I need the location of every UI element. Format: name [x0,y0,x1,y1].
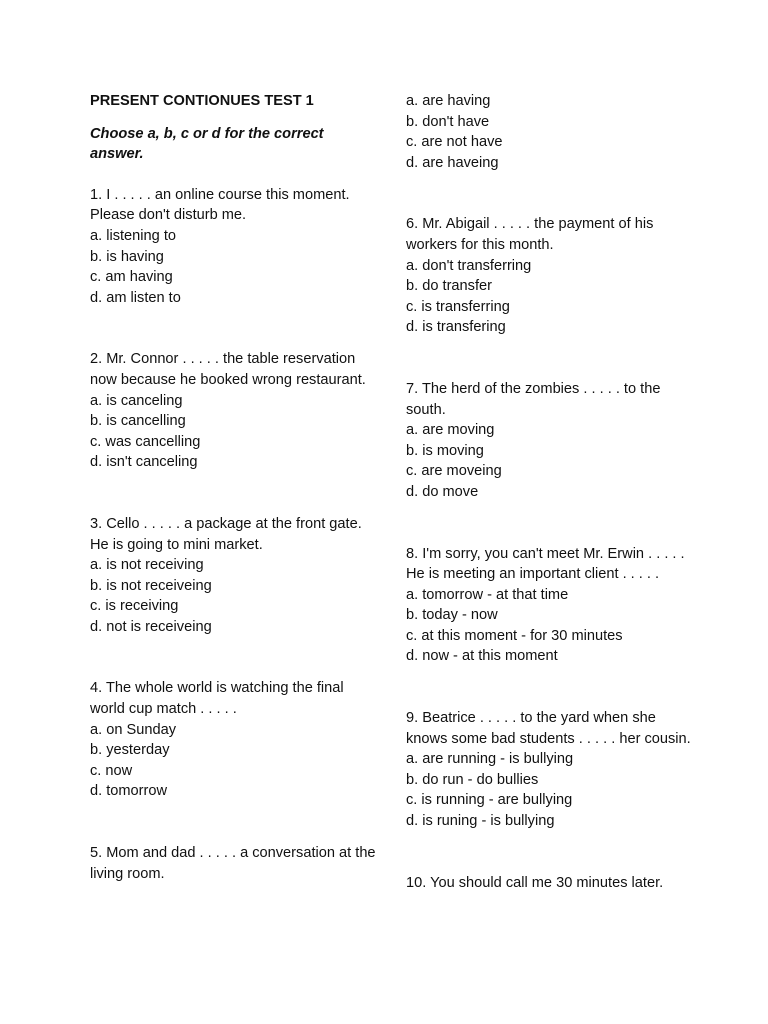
option-a: a. tomorrow - at that time [406,586,569,603]
option-a: a. listening to [90,227,176,244]
option-d: d. tomorrow [90,783,168,800]
option-a: a. are running - is bullying [406,751,574,768]
option-c: c. is receiving [90,598,179,615]
option-b: b. do transfer [406,278,492,295]
option-a: a. are moving [406,422,495,439]
question-text: 9. Beatrice . . . . . to the yard when she knows some bad students . . . . . her cousin. [406,710,691,747]
option-d: d. am listen to [90,289,181,306]
option-b: b. is having [90,248,164,265]
question-1 [90,185,380,309]
option-b: b. yesterday [90,742,170,759]
option-a: a. is canceling [90,392,183,409]
option-c: c. was cancelling [90,433,201,450]
option-d: d. are haveing [406,154,499,171]
option-b: b. is moving [406,442,484,459]
option-d: d. now - at this moment [406,648,558,665]
option-c: c. are not have [406,134,503,151]
option-b: b. do run - do bullies [406,771,539,788]
option-a: a. don't transferring [406,257,532,274]
question-6 [406,214,696,338]
option-d: d. do move [406,483,479,500]
option-d: d. isn't canceling [90,454,198,471]
option-a: a. are having [406,93,491,109]
option-c: c. now [90,762,133,779]
question-text: 7. The herd of the zombies . . . . . to the south. [406,380,661,418]
instruction: Choose a, b, c or d for the correct answer. [90,125,324,163]
question-3 [90,514,380,638]
question-text: 2. Mr. Connor . . . . . the table reservation now because he booked wrong restaurant. [90,351,366,388]
question-7 [406,379,696,503]
question-5-options [406,91,696,173]
option-b: b. don't have [406,113,490,130]
option-b: b. today - now [406,607,498,624]
option-a: a. on Sunday [90,721,177,738]
option-c: c. is running - are bullying [406,792,573,809]
question-5 [90,843,380,884]
question-text: 3. Cello . . . . . a package at the front gate. He is going to mini market. [90,515,362,553]
test-title: PRESENT CONTIONUES TEST 1 [90,93,314,109]
question-text: 8. I'm sorry, you can't meet Mr. Erwin . . . . . He is meeting an important client . . . . . [406,545,685,583]
left-column [90,91,380,884]
question-2 [90,349,380,473]
option-d: d. not is receiveing [90,618,212,635]
option-c: c. at this moment - for 30 minutes [406,627,623,644]
question-text: 4. The whole world is watching the final world cup match . . . . . [90,680,344,718]
question-text: 5. Mom and dad . . . . . a conversation at the living room. [90,845,376,882]
question-10 [406,873,696,894]
option-b: b. is cancelling [90,413,186,430]
option-c: c. are moveing [406,463,502,480]
question-text: 10. You should call me 30 minutes later. [406,874,664,891]
option-a: a. is not receiving [90,557,204,574]
question-text: 6. Mr. Abigail . . . . . the payment of his workers for this month. [406,216,654,253]
question-8 [406,544,696,668]
option-b: b. is not receiveing [90,577,212,594]
option-c: c. is transferring [406,298,510,315]
question-9 [406,708,696,832]
question-text: 1. I . . . . . an online course this moment. Please don't disturb me. [90,186,350,224]
question-4 [90,678,380,802]
option-d: d. is runing - is bullying [406,813,555,830]
option-d: d. is transfering [406,319,506,336]
option-c: c. am having [90,269,173,286]
right-column [406,91,696,893]
